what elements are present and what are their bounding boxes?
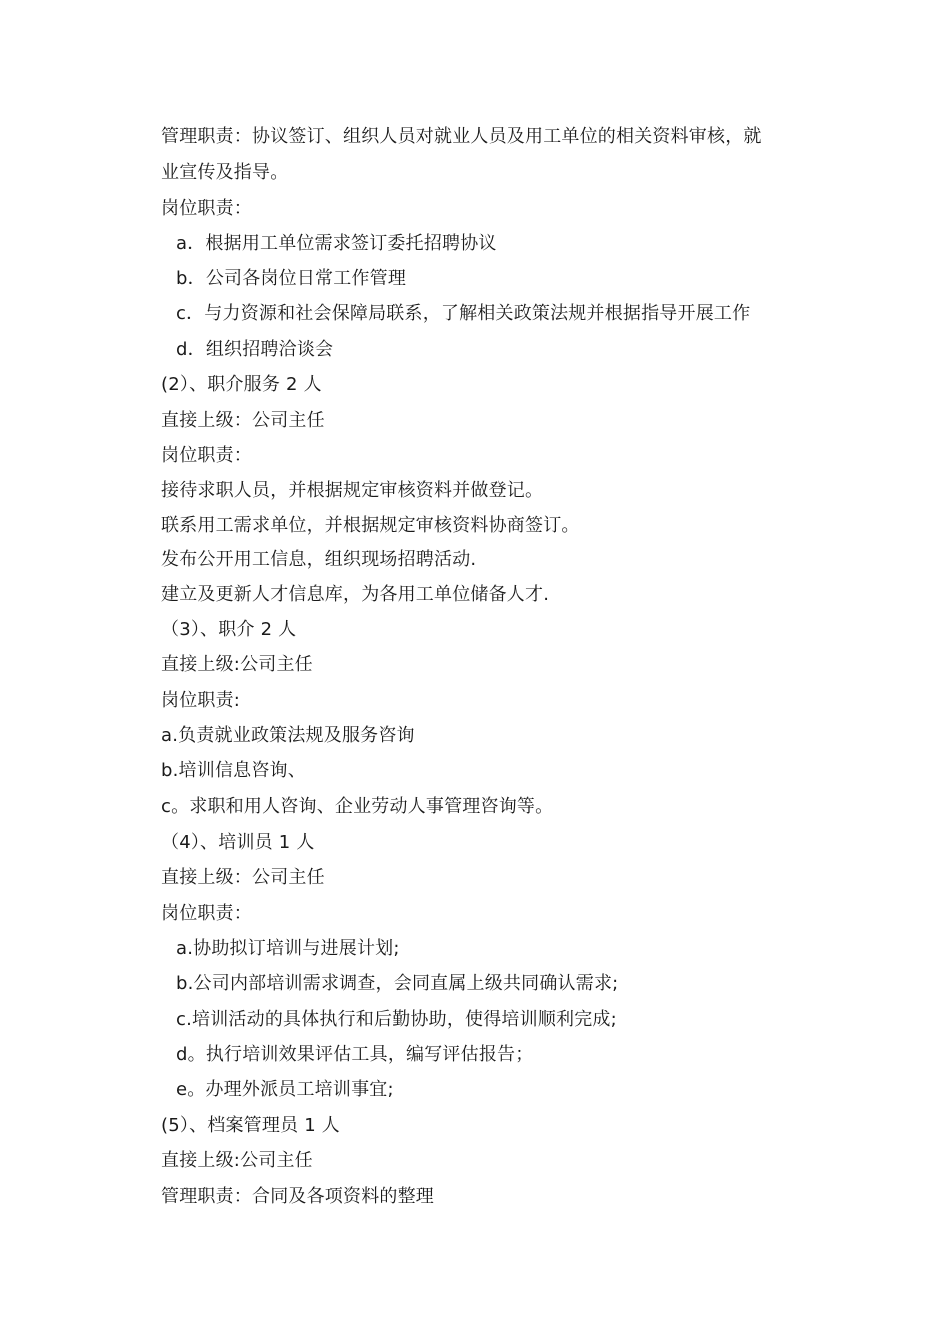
text-line: 岗位职责: <box>161 690 241 711</box>
list-item: d。执行培训效果评估工具，编写评估报告； <box>176 1044 534 1065</box>
text-line: 建立及更新人才信息库，为各用工单位储备人才. <box>161 584 550 605</box>
text-line: 岗位职责： <box>161 903 252 924</box>
list-item: c．与力资源和社会保障局联系，了解相关政策法规并根据指导开展工作 <box>176 303 751 324</box>
list-item: e。办理外派员工培训事宜; <box>176 1079 394 1100</box>
text-line: 管理职责：协议签订、组织人员对就业人员及用工单位的相关资料审核，就 <box>161 126 762 147</box>
section-heading: （4）、培训员 1 人 <box>161 832 315 853</box>
text-line: 管理职责：合同及各项资料的整理 <box>161 1186 434 1207</box>
list-item: b.培训信息咨询、 <box>161 760 306 781</box>
text-line: 发布公开用工信息，组织现场招聘活动. <box>161 549 477 570</box>
text-line: 接待求职人员，并根据规定审核资料并做登记。 <box>161 480 544 501</box>
text-line: 联系用工需求单位，并根据规定审核资料协商签订。 <box>161 515 580 536</box>
section-heading: (2）、职介服务 2 人 <box>161 374 322 395</box>
list-item: b．公司各岗位日常工作管理 <box>176 268 407 289</box>
text-line: 直接上级：公司主任 <box>161 867 325 888</box>
list-item: a.负责就业政策法规及服务咨询 <box>161 725 415 746</box>
section-heading: (5）、档案管理员 1 人 <box>161 1115 340 1136</box>
list-item: a．根据用工单位需求签订委托招聘协议 <box>176 233 497 254</box>
section-heading: （3）、职介 2 人 <box>161 619 297 640</box>
text-line: 业宣传及指导。 <box>161 162 289 183</box>
text-line: 直接上级:公司主任 <box>161 654 313 675</box>
list-item: c.培训活动的具体执行和后勤协助，使得培训顺利完成; <box>176 1009 617 1030</box>
text-line: 直接上级：公司主任 <box>161 410 325 431</box>
text-line: 岗位职责： <box>161 198 252 219</box>
list-item: d．组织招聘洽谈会 <box>176 339 334 360</box>
list-item: c。求职和用人咨询、企业劳动人事管理咨询等。 <box>161 796 554 817</box>
list-item: b.公司内部培训需求调查，会同直属上级共同确认需求; <box>176 973 619 994</box>
text-line: 岗位职责： <box>161 445 252 466</box>
list-item: a.协助拟订培训与进展计划; <box>176 938 400 959</box>
text-line: 直接上级:公司主任 <box>161 1150 313 1171</box>
